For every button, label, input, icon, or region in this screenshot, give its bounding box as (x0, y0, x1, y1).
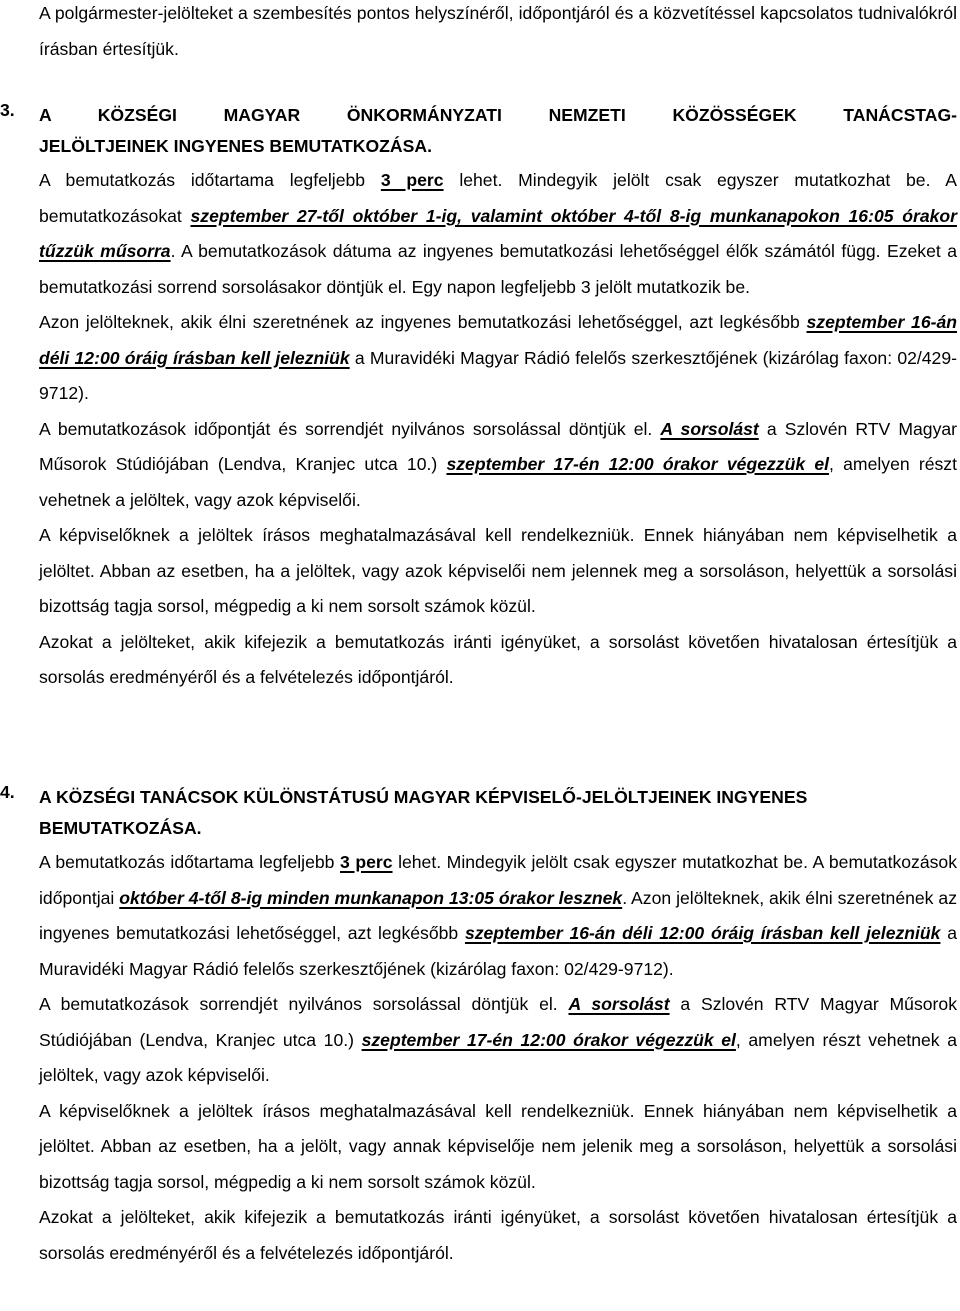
section-3 (0, 100, 958, 696)
section-4-number: 4. (0, 782, 15, 802)
text-run: , amelyen részt vehetnek a jelöltek, vagy azok képviselői. (39, 454, 957, 510)
broadcast-dates-highlight: szeptember 27-től október 1-ig, valamint október 4-től 8-ig munkanapokon 16:05 órakor tűzzük műsorra (39, 205, 957, 261)
text-run: . Azon jelölteknek, akik élni szeretnének az ingyenes bemutatkozási lehetőséggel, azt legkésőbb (39, 887, 957, 943)
deadline-highlight: szeptember 16-án déli 12:00 óráig írásban kell jelezniük (464, 923, 941, 943)
section-4-paragraph-4: Azokat a jelölteket, akik kifejezik a bemutatkozás iránti igényüket, a sorsolást követően hivatalosan értesítjük a sorsolás eredményéről és a felvételezés időpontjáról. (39, 1207, 957, 1263)
section-4-title-line1: A KÖZSÉGI TANÁCSOK KÜLÖNSTÁTUSÚ MAGYAR KÉPVISELŐ-JELÖLTJEINEK INGYENES (39, 787, 808, 807)
section-4-paragraph-1 (39, 845, 957, 987)
section-3-title-line1: A KÖZSÉGI MAGYAR ÖNKORMÁNYZATI NEMZETI KÖZÖSSÉGEK TANÁCSTAG- (39, 105, 957, 125)
section-3-paragraph-1 (39, 163, 957, 305)
intro-block (39, 0, 957, 67)
text-run: a Szlovén RTV Magyar Műsorok Stúdiójában (Lendva, Kranjec utca 10.) (39, 418, 958, 474)
text-run: a Muravidéki Magyar Rádió felelős szerkesztőjének (kizárólag faxon: 02/429-9712). (39, 347, 957, 403)
text-run: lehet. Mindegyik jelölt csak egyszer mutatkozhat be. A bemutatkozásokat (39, 170, 958, 226)
section-3-paragraph-2 (39, 305, 957, 412)
section-4-heading (0, 782, 957, 843)
section-4-paragraph-2 (39, 987, 957, 1094)
text-run: a Szlovén RTV Magyar Műsorok Stúdiójában (Lendva, Kranjec utca 10.) (39, 994, 957, 1050)
text-run: A bemutatkozás időtartama legfeljebb (39, 170, 381, 190)
text-run: Azon jelölteknek, akik élni szeretnének az ingyenes bemutatkozási lehetőséggel, azt legkésőbb (39, 312, 807, 332)
section-3-title-line2: JELÖLTJEINEK INGYENES BEMUTATKOZÁSA. (39, 135, 432, 156)
section-3-title (39, 100, 957, 161)
intro-paragraph: A polgármester-jelölteket a szembesítés pontos helyszínéről, időpontjáról és a közvetítéssel kapcsolatos tudnivalókról írásban értesítjük. (39, 3, 957, 59)
text-run: A bemutatkozások időpontját és sorrendjét nyilvános sorsolással döntjük el. (39, 418, 661, 439)
duration-highlight: 3 perc (380, 170, 444, 190)
text-run: , amelyen részt vehetnek a jelöltek, vagy azok képviselői. (39, 1029, 957, 1085)
section-3-heading (0, 100, 957, 161)
duration-highlight: 3 perc (340, 852, 393, 872)
draw-time-highlight: szeptember 17-én 12:00 órakor végezzük el (446, 454, 830, 474)
section-3-paragraph-3 (39, 412, 957, 519)
text-run: a Muravidéki Magyar Rádió felelős szerkesztőjének (kizárólag faxon: 02/429-9712). (39, 923, 957, 979)
section-3-paragraph-5: Azokat a jelölteket, akik kifejezik a bemutatkozás iránti igényüket, a sorsolást követően hivatalosan értesítjük a sorsolás eredményéről és a felvételezés időpontjáról. (39, 631, 957, 687)
section-4 (0, 782, 957, 1271)
section-4-paragraph-3: A képviselőknek a jelöltek írásos meghatalmazásával kell rendelkezniük. Ennek hiányában nem képviselhetik a jelöltet. Abban az esetben, ha a jelölt, vagy annak képviselője nem jelenik meg a sorsoláson, helyettük a sorsolási bizottság tagja sorsol, mégpedig a ki nem sorsolt számok közül. (39, 1100, 957, 1192)
section-3-number: 3. (0, 100, 15, 120)
draw-highlight: A sorsolást (568, 994, 670, 1014)
deadline-highlight: szeptember 16-án déli 12:00 óráig írásban kell jelezniük (39, 312, 957, 368)
broadcast-dates-highlight: október 4-től 8-ig minden munkanapon 13:05 órakor lesznek (119, 887, 623, 908)
section-4-title (39, 782, 957, 843)
text-run: lehet. Mindegyik jelölt csak egyszer mutatkozhat be. A bemutatkozások időpontjai (39, 852, 957, 908)
draw-time-highlight: szeptember 17-én 12:00 órakor végezzük el (361, 1029, 736, 1050)
section-3-paragraph-4: A képviselőknek a jelöltek írásos meghatalmazásával kell rendelkezniük. Ennek hiányában nem képviselhetik a jelöltet. Abban az esetben, ha a jelöltek, vagy azok képviselői nem jelennek meg a sorsoláson, helyettük a sorsolási bizottság tagja sorsol, mégpedig a ki nem sorsolt számok közül. (39, 525, 957, 616)
text-run: . A bemutatkozások dátuma az ingyenes bemutatkozási lehetőséggel élők számától függ. Ezeket a bemutatkozási sorrend sorsolásakor döntjük el. Egy napon legfeljebb 3 jelölt mutatkozik be. (39, 241, 957, 297)
draw-highlight: A sorsolást (660, 418, 759, 439)
text-run: A bemutatkozások sorrendjét nyilvános sorsolással döntjük el. (39, 994, 569, 1014)
text-run: A bemutatkozás időtartama legfeljebb (39, 852, 340, 872)
section-4-title-line2: BEMUTATKOZÁSA. (39, 817, 202, 838)
